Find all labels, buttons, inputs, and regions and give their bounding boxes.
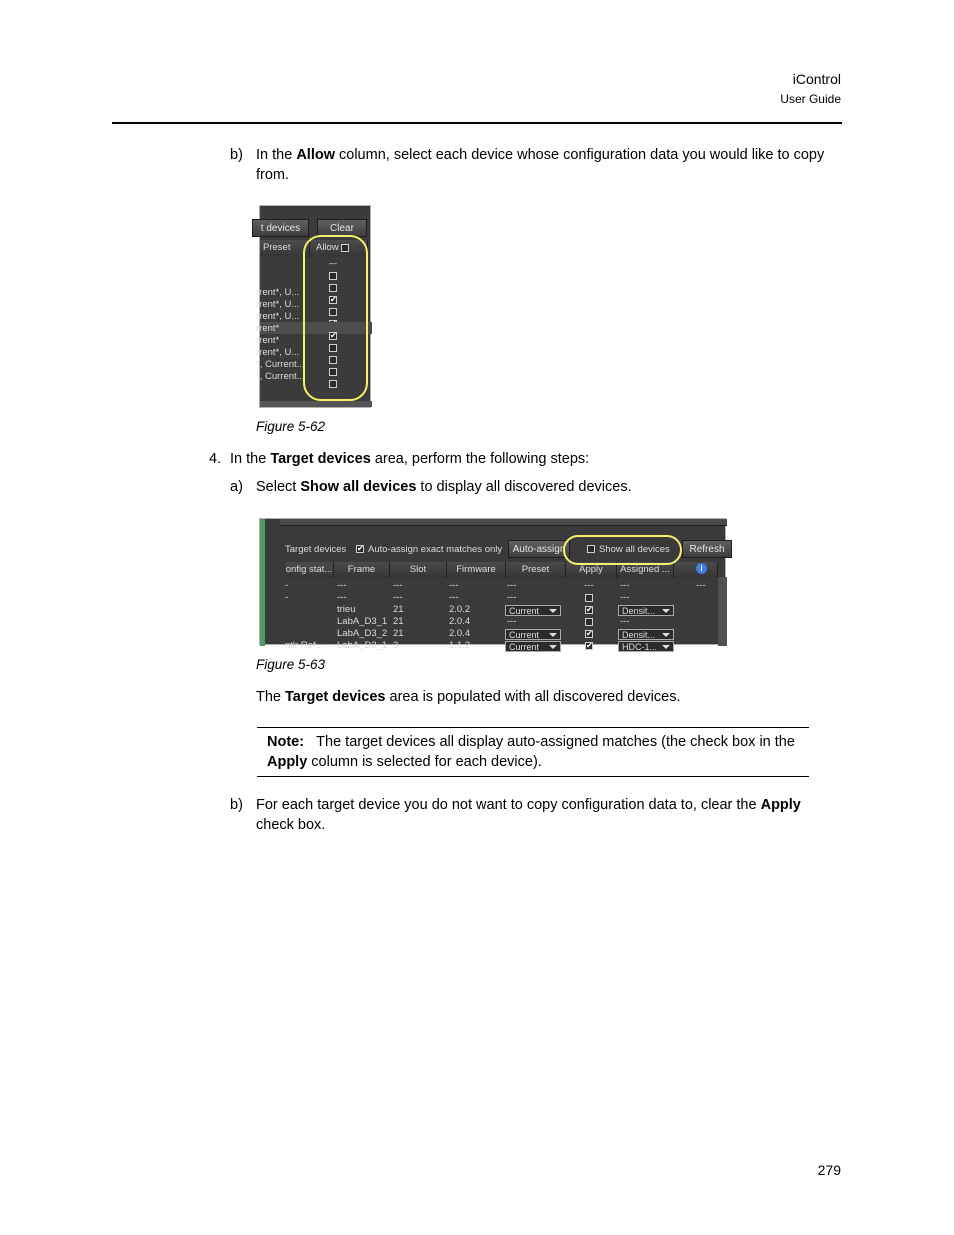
target-devices-label: Target devices <box>285 544 347 555</box>
apply-checkbox[interactable]: ✔ <box>586 605 593 614</box>
column-header[interactable]: Assigned ... <box>617 562 674 578</box>
page-number: 279 <box>817 1162 841 1178</box>
row-firmware: --- <box>449 580 459 591</box>
row-config-status: ntlr Ref... <box>285 640 324 651</box>
preset-dropdown[interactable]: Current <box>505 641 561 652</box>
assigned-dropdown[interactable]: HDC-1... <box>618 641 674 652</box>
row-assigned: --- <box>620 616 630 627</box>
row-assigned: --- <box>620 580 630 591</box>
row-firmware: 2.0.2 <box>449 604 471 615</box>
running-header-subtitle: User Guide <box>780 92 841 106</box>
row-firmware: --- <box>449 592 459 603</box>
row-preset-text: *, Current... <box>256 359 305 370</box>
apply-checkbox[interactable] <box>585 594 593 602</box>
row-slot: 21 <box>393 616 404 627</box>
step-a-marker: a) <box>230 479 243 495</box>
row-frame: LabA_D3_1 <box>337 616 388 627</box>
row-frame: --- <box>337 580 347 591</box>
column-header[interactable]: Preset <box>506 562 566 578</box>
row-preset: --- <box>507 616 517 627</box>
step-b1-text: In the Allow column, select each device whose configuration data you would like to copy from. <box>256 147 825 183</box>
row-preset-text: rrent* <box>256 323 280 334</box>
target-devices-button[interactable]: t devices <box>252 219 309 237</box>
row-dash: — <box>329 259 337 268</box>
allow-column-header[interactable]: Allow <box>310 240 368 257</box>
assigned-dropdown[interactable]: Densit... <box>618 605 674 616</box>
row-preset: --- <box>507 580 517 591</box>
row-preset-text: rrent*, U... <box>256 347 300 358</box>
row-slot: 21 <box>393 628 404 639</box>
auto-assign-checkbox[interactable]: ✔ <box>357 544 364 553</box>
step-b2-marker: b) <box>230 797 243 813</box>
show-all-devices-label: Show all devices <box>599 544 670 555</box>
allow-checkbox[interactable]: ✔ <box>330 295 337 304</box>
row-preset-text: rrent* <box>256 335 280 346</box>
preset-dropdown[interactable]: Current <box>505 629 561 640</box>
auto-assign-label: Auto-assign exact matches only <box>368 544 503 555</box>
row-config-status: - <box>285 592 289 603</box>
apply-checkbox[interactable]: ✔ <box>586 629 593 638</box>
note-text: Note: The target devices all display auto-assigned matches (the check box in the Apply column is selected for each device). <box>267 734 795 770</box>
row-apply: --- <box>584 580 594 591</box>
row-frame: trieu <box>337 604 356 615</box>
preset-column-header: Preset <box>260 240 310 257</box>
running-header-title: iControl <box>792 71 841 87</box>
step-4-marker: 4. <box>209 451 222 467</box>
row-frame: LabA_D3_1 <box>337 640 388 651</box>
step-b2-text: For each target device you do not want to copy configuration data to, clear the Apply check box. <box>256 797 801 833</box>
vertical-scrollbar[interactable] <box>718 577 727 646</box>
apply-checkbox[interactable] <box>585 618 593 626</box>
result-text: The Target devices area is populated with all discovered devices. <box>256 689 681 705</box>
row-slot: --- <box>393 580 403 591</box>
column-header[interactable]: Apply <box>566 562 617 578</box>
note-box <box>257 727 809 777</box>
auto-assign-button[interactable]: Auto-assign <box>508 540 570 558</box>
row-preset-text: rrent*, U... <box>256 299 300 310</box>
figure-5-63-screenshot <box>259 518 726 652</box>
row-preset-text: rrent*, U... <box>256 287 300 298</box>
info-icon[interactable]: i <box>696 563 707 574</box>
row-firmware: 2.0.4 <box>449 628 471 639</box>
row-preset: --- <box>507 592 517 603</box>
preset-dropdown[interactable]: Current <box>505 605 561 616</box>
allow-checkbox[interactable]: ✔ <box>330 331 337 340</box>
step-a-text: Select Show all devices to display all discovered devices. <box>256 479 632 495</box>
highlight-ring <box>563 535 682 565</box>
row-extra: --- <box>696 580 706 591</box>
column-header[interactable]: Slot <box>390 562 447 578</box>
header-rule <box>112 122 842 124</box>
step-4-text: In the Target devices area, perform the following steps: <box>230 451 590 467</box>
refresh-button[interactable]: Refresh <box>682 540 732 558</box>
row-preset-text: rrent*, U... <box>256 311 300 322</box>
row-preset-text: *, Current... <box>256 371 305 382</box>
apply-checkbox[interactable]: ✔ <box>586 641 593 650</box>
figure-5-63-caption: Figure 5-63 <box>256 657 326 672</box>
row-firmware: 1.1.2 <box>449 640 471 651</box>
column-header[interactable]: Frame <box>334 562 390 578</box>
row-config-status: - <box>285 580 289 591</box>
column-header[interactable]: Firmware <box>447 562 506 578</box>
step-b1-marker: b) <box>230 147 243 163</box>
column-header[interactable]: onfig stat... <box>285 562 334 578</box>
row-frame: LabA_D3_2 <box>337 628 388 639</box>
row-assigned: --- <box>620 592 630 603</box>
side-accent <box>260 519 265 646</box>
row-frame: --- <box>337 592 347 603</box>
row-slot: 3 <box>393 640 399 651</box>
row-slot: 21 <box>393 604 404 615</box>
highlight-ring <box>303 235 368 401</box>
figure-5-62-caption: Figure 5-62 <box>256 419 326 434</box>
figure-5-62-screenshot <box>256 205 371 408</box>
row-firmware: 2.0.4 <box>449 616 471 627</box>
horizontal-scrollbar[interactable] <box>260 401 372 407</box>
clear-button[interactable]: Clear <box>317 219 367 237</box>
assigned-dropdown[interactable]: Densit... <box>618 629 674 640</box>
tab-strip <box>280 519 727 526</box>
row-slot: --- <box>393 592 403 603</box>
